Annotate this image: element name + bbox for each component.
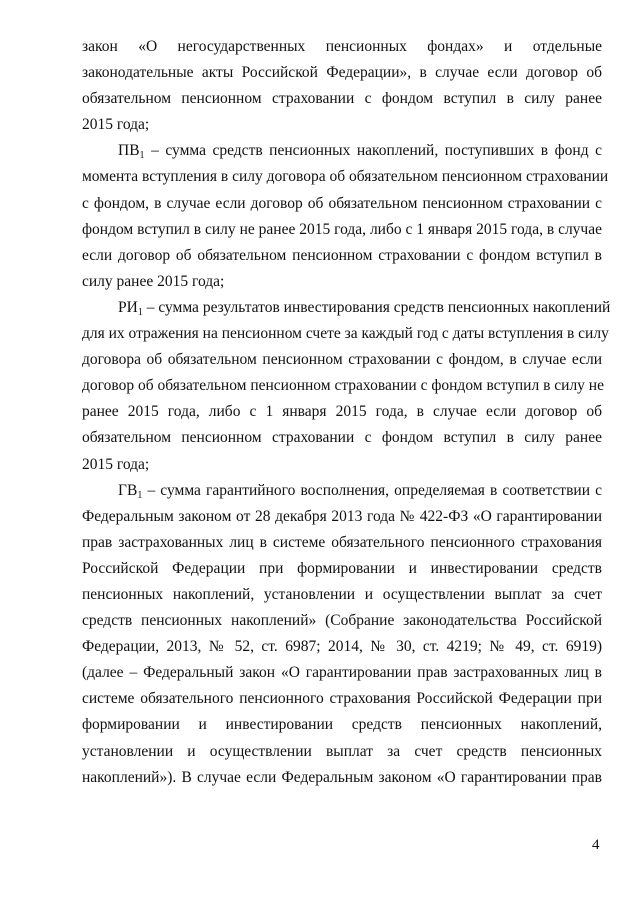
text-line: 2015 года; <box>82 116 150 134</box>
text-line: законодательные акты Российской Федерации», в случае если договор об <box>82 64 602 82</box>
paragraph-pv-first-line: $ПВ_1$ – сумма средств пенсионных накоплений, поступивших в фонд с <box>118 142 603 162</box>
text-line: прав застрахованных лиц в системе обязательного пенсионного страхования <box>82 533 602 551</box>
text-line: для их отражения на пенсионном счете за каждый год с даты вступления в силу <box>82 325 609 343</box>
text-line: договор об обязательном пенсионном страховании с фондом вступил в силу не <box>82 377 604 395</box>
text-line: момента вступления в силу договора об обязательном пенсионном страховании <box>82 168 609 186</box>
text-line: Федерации, 2013, № 52, ст. 6987; 2014, № 30, ст. 4219; № 49, ст. 6919) <box>82 638 602 656</box>
text-line: силу ранее 2015 года; <box>82 272 225 290</box>
text-line: ранее 2015 года, либо с 1 января 2015 года, в случае если договор об <box>82 403 602 421</box>
text-line: обязательном пенсионном страховании с фондом вступил в силу ранее <box>82 90 602 108</box>
text-line: средств пенсионных накоплений» (Собрание законодательства Российской <box>82 612 602 630</box>
text-line: установлении и осуществлении выплат за счет средств пенсионных <box>82 742 602 760</box>
text-line: с фондом, в случае если договор об обязательном пенсионном страховании с <box>82 194 602 212</box>
text-line: Федеральным законом от 28 декабря 2013 года № 422-ФЗ «О гарантировании <box>82 507 602 525</box>
text-line: (далее – Федеральный закон «О гарантировании прав застрахованных лиц в <box>82 664 602 682</box>
text-line: системе обязательного пенсионного страхования Российской Федерации при <box>82 690 602 708</box>
page-number: 4 <box>592 837 600 853</box>
text-line: накоплений»). В случае если Федеральным законом «О гарантировании прав <box>82 768 602 786</box>
text-line: фондом вступил в силу не ранее 2015 года, либо с 1 января 2015 года, в случае <box>82 220 602 238</box>
text-line: формировании и инвестировании средств пенсионных накоплений, <box>82 716 602 734</box>
text-line: если договор об обязательном пенсионном страховании с фондом вступил в <box>82 246 602 264</box>
text-line: Российской Федерации при формировании и инвестировании средств <box>82 559 602 577</box>
text-line: пенсионных накоплений, установлении и осуществлении выплат за счет <box>82 585 602 603</box>
term-gv: $ГВ_1$ <box>118 481 143 501</box>
term-pv: $ПВ_1$ <box>118 142 145 162</box>
term-ri: $РИ_1$ <box>118 298 143 318</box>
text-line: закон «О негосударственных пенсионных фондах» и отдельные <box>82 38 602 55</box>
paragraph-ri-first-line: $РИ_1$ – сумма результатов инвестирования средств пенсионных накоплений <box>118 298 611 318</box>
paragraph-gv-first-line: $ГВ_1$ – сумма гарантийного восполнения, определяемая в соответствии с <box>118 481 602 501</box>
text-line: 2015 года; <box>82 455 150 473</box>
text-line: договора об обязательном пенсионном страховании с фондом, в случае если <box>82 351 602 369</box>
document-page <box>82 34 611 791</box>
text-line: обязательном пенсионном страховании с фондом вступил в силу ранее <box>82 429 602 447</box>
